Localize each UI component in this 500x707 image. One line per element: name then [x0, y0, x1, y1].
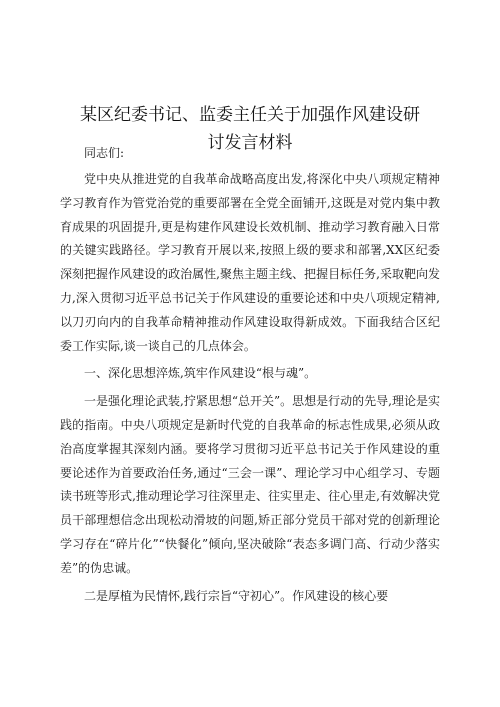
paragraph-intro: 党中央从推进党的自我革命战略高度出发,将深化中央八项规定精神学习教育作为管党治党的重要部署在全党全面铺开,这既是对党内集中教育成果的巩固提升,更是构建作风建设长效机制、推动学习教育融入日常的关键实践路径。学习教育开展以来,按照上级的要求和部署,XX区纪委深刻把握作风建设的政治属性,聚焦主题主线、把握目标任务,采取靶向发力,深入贯彻习近平总书记关于作风建设的重要论述和中央八项规定精神,以刀刃向内的自我革命精神推动作风建设取得新成效。下面我结合区纪委工作实际,谈一谈自己的几点体会。 [60, 172, 440, 353]
salutation: 同志们: [84, 146, 125, 160]
paragraph-point-2: 二是厚植为民情怀,践行宗旨“守初心”。作风建设的核心要 [84, 588, 389, 603]
title-line-1: 某区纪委书记、监委主任关于加强作风建设研 [80, 105, 420, 126]
title-line-2: 讨发言材料 [207, 133, 293, 154]
document-body [60, 168, 440, 612]
section-heading-1: 一、深化思想淬炼,筑牢作风建设“根与魂”。 [84, 366, 317, 381]
paragraph-point-1: 一是强化理论武装,拧紧思想“总开关”。思想是行动的先导,理论是实践的指南。中央八项规定是新时代党的自我革命的标志性成果,必须从政治高度掌握其深刻内涵。要将学习贯彻习近平总书记关于作风建设的重要论述作为首要政治任务,通过“三会一课”、理论学习中心组学习、专题读书班等形式,推动理论学习往深里走、往实里走、往心里走,有效解决党员干部理想信念出现松动滑坡的问题,矫正部分党员干部对党的创新理论学习存在“碎片化”“快餐化”倾向,坚决破除“表态多调门高、行动少落实差”的伪忠诚。 [60, 394, 440, 575]
